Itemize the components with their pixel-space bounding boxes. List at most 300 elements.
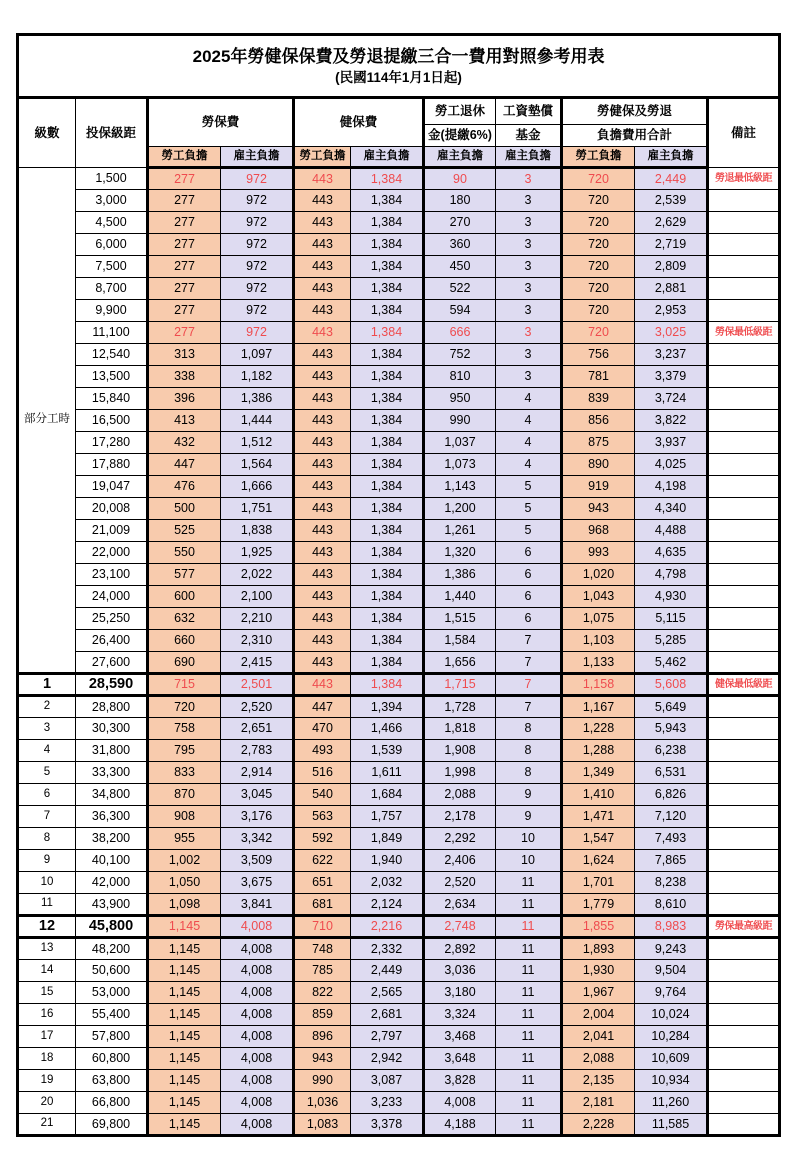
cell-health-employer: 1,384 bbox=[351, 190, 424, 212]
remark-cell: 勞退最低級距 bbox=[708, 168, 780, 190]
cell-total-employer: 4,198 bbox=[635, 476, 708, 498]
cell-labor-employee: 550 bbox=[148, 542, 221, 564]
cell-health-employer: 1,384 bbox=[351, 322, 424, 344]
remark-cell bbox=[708, 520, 780, 542]
table-row bbox=[18, 740, 780, 762]
table-row bbox=[18, 806, 780, 828]
cell-health-employee: 443 bbox=[294, 608, 351, 630]
cell-total-employer: 2,953 bbox=[635, 300, 708, 322]
cell-health-employee: 681 bbox=[294, 894, 351, 916]
table-row bbox=[18, 718, 780, 740]
level-cell: 10 bbox=[18, 872, 76, 894]
cell-pension-employer: 3,324 bbox=[424, 1004, 496, 1026]
cell-health-employee: 443 bbox=[294, 652, 351, 674]
cell-total-employer: 5,285 bbox=[635, 630, 708, 652]
cell-labor-employee: 1,098 bbox=[148, 894, 221, 916]
cell-health-employee: 443 bbox=[294, 630, 351, 652]
cell-wage-fund-employer: 11 bbox=[496, 916, 562, 938]
cell-total-employee: 720 bbox=[562, 256, 635, 278]
cell-labor-employee: 277 bbox=[148, 278, 221, 300]
subheader-pension-employer: 雇主負擔 bbox=[424, 147, 496, 168]
cell-labor-employer: 2,914 bbox=[221, 762, 294, 784]
level-cell: 19 bbox=[18, 1070, 76, 1092]
bracket-cell: 38,200 bbox=[76, 828, 148, 850]
cell-labor-employer: 2,022 bbox=[221, 564, 294, 586]
remark-cell bbox=[708, 212, 780, 234]
fee-table bbox=[16, 33, 781, 1137]
table-row bbox=[18, 300, 780, 322]
cell-wage-fund-employer: 7 bbox=[496, 652, 562, 674]
cell-wage-fund-employer: 3 bbox=[496, 234, 562, 256]
cell-total-employer: 4,798 bbox=[635, 564, 708, 586]
table-row bbox=[18, 586, 780, 608]
remark-cell bbox=[708, 388, 780, 410]
cell-wage-fund-employer: 4 bbox=[496, 454, 562, 476]
header-bracket: 投保級距 bbox=[76, 98, 148, 168]
cell-total-employer: 5,462 bbox=[635, 652, 708, 674]
cell-health-employer: 1,684 bbox=[351, 784, 424, 806]
cell-total-employer: 6,531 bbox=[635, 762, 708, 784]
cell-pension-employer: 1,073 bbox=[424, 454, 496, 476]
cell-total-employee: 1,967 bbox=[562, 982, 635, 1004]
cell-total-employee: 1,167 bbox=[562, 696, 635, 718]
cell-health-employee: 710 bbox=[294, 916, 351, 938]
cell-pension-employer: 450 bbox=[424, 256, 496, 278]
cell-health-employer: 1,394 bbox=[351, 696, 424, 718]
cell-pension-employer: 3,468 bbox=[424, 1026, 496, 1048]
cell-health-employee: 443 bbox=[294, 300, 351, 322]
bracket-cell: 28,800 bbox=[76, 696, 148, 718]
bracket-cell: 7,500 bbox=[76, 256, 148, 278]
table-row bbox=[18, 278, 780, 300]
cell-total-employer: 10,284 bbox=[635, 1026, 708, 1048]
cell-labor-employee: 277 bbox=[148, 322, 221, 344]
cell-total-employer: 3,937 bbox=[635, 432, 708, 454]
remark-cell bbox=[708, 762, 780, 784]
cell-wage-fund-employer: 5 bbox=[496, 520, 562, 542]
bracket-cell: 30,300 bbox=[76, 718, 148, 740]
cell-health-employer: 1,384 bbox=[351, 454, 424, 476]
bracket-cell: 25,250 bbox=[76, 608, 148, 630]
cell-labor-employer: 1,925 bbox=[221, 542, 294, 564]
table-row bbox=[18, 520, 780, 542]
cell-total-employer: 10,934 bbox=[635, 1070, 708, 1092]
cell-labor-employer: 3,841 bbox=[221, 894, 294, 916]
cell-total-employee: 1,288 bbox=[562, 740, 635, 762]
cell-wage-fund-employer: 6 bbox=[496, 586, 562, 608]
cell-labor-employee: 833 bbox=[148, 762, 221, 784]
cell-total-employer: 6,826 bbox=[635, 784, 708, 806]
cell-labor-employer: 3,342 bbox=[221, 828, 294, 850]
table-row bbox=[18, 696, 780, 718]
bracket-cell: 50,600 bbox=[76, 960, 148, 982]
bracket-cell: 20,008 bbox=[76, 498, 148, 520]
cell-total-employee: 2,041 bbox=[562, 1026, 635, 1048]
cell-health-employer: 1,384 bbox=[351, 564, 424, 586]
bracket-cell: 42,000 bbox=[76, 872, 148, 894]
remark-cell bbox=[708, 300, 780, 322]
cell-labor-employer: 2,210 bbox=[221, 608, 294, 630]
cell-wage-fund-employer: 11 bbox=[496, 1026, 562, 1048]
remark-cell bbox=[708, 630, 780, 652]
cell-pension-employer: 1,715 bbox=[424, 674, 496, 696]
cell-labor-employee: 277 bbox=[148, 168, 221, 190]
cell-health-employer: 1,384 bbox=[351, 542, 424, 564]
cell-total-employee: 1,043 bbox=[562, 586, 635, 608]
cell-pension-employer: 1,143 bbox=[424, 476, 496, 498]
cell-health-employer: 2,216 bbox=[351, 916, 424, 938]
cell-labor-employer: 3,045 bbox=[221, 784, 294, 806]
cell-total-employer: 5,943 bbox=[635, 718, 708, 740]
cell-health-employer: 1,539 bbox=[351, 740, 424, 762]
cell-labor-employee: 632 bbox=[148, 608, 221, 630]
cell-total-employee: 720 bbox=[562, 168, 635, 190]
cell-total-employer: 4,635 bbox=[635, 542, 708, 564]
cell-pension-employer: 2,634 bbox=[424, 894, 496, 916]
table-row bbox=[18, 190, 780, 212]
cell-labor-employer: 1,751 bbox=[221, 498, 294, 520]
remark-cell bbox=[708, 256, 780, 278]
table-row bbox=[18, 1004, 780, 1026]
cell-pension-employer: 1,515 bbox=[424, 608, 496, 630]
cell-total-employee: 756 bbox=[562, 344, 635, 366]
remark-cell: 健保最低級距 bbox=[708, 674, 780, 696]
cell-total-employer: 2,719 bbox=[635, 234, 708, 256]
cell-health-employee: 443 bbox=[294, 190, 351, 212]
cell-pension-employer: 4,008 bbox=[424, 1092, 496, 1114]
remark-cell bbox=[708, 982, 780, 1004]
cell-labor-employee: 577 bbox=[148, 564, 221, 586]
cell-pension-employer: 1,440 bbox=[424, 586, 496, 608]
bracket-cell: 53,000 bbox=[76, 982, 148, 1004]
cell-wage-fund-employer: 3 bbox=[496, 344, 562, 366]
cell-health-employee: 443 bbox=[294, 520, 351, 542]
cell-total-employer: 2,809 bbox=[635, 256, 708, 278]
bracket-cell: 55,400 bbox=[76, 1004, 148, 1026]
header-total-line1: 勞健保及勞退 bbox=[562, 98, 708, 125]
table-row bbox=[18, 762, 780, 784]
cell-total-employer: 4,930 bbox=[635, 586, 708, 608]
cell-pension-employer: 3,180 bbox=[424, 982, 496, 1004]
bracket-cell: 36,300 bbox=[76, 806, 148, 828]
table-row bbox=[18, 212, 780, 234]
cell-total-employee: 1,410 bbox=[562, 784, 635, 806]
fee-table-body bbox=[18, 168, 780, 1136]
remark-cell bbox=[708, 652, 780, 674]
cell-total-employee: 1,930 bbox=[562, 960, 635, 982]
cell-health-employer: 1,384 bbox=[351, 674, 424, 696]
cell-labor-employer: 2,310 bbox=[221, 630, 294, 652]
cell-wage-fund-employer: 3 bbox=[496, 212, 562, 234]
bracket-cell: 23,100 bbox=[76, 564, 148, 586]
cell-health-employer: 2,332 bbox=[351, 938, 424, 960]
cell-labor-employee: 1,050 bbox=[148, 872, 221, 894]
table-row bbox=[18, 916, 780, 938]
cell-health-employer: 1,384 bbox=[351, 498, 424, 520]
cell-total-employer: 3,822 bbox=[635, 410, 708, 432]
table-row bbox=[18, 476, 780, 498]
cell-wage-fund-employer: 11 bbox=[496, 1092, 562, 1114]
bracket-cell: 40,100 bbox=[76, 850, 148, 872]
cell-labor-employer: 4,008 bbox=[221, 1114, 294, 1136]
cell-total-employer: 8,983 bbox=[635, 916, 708, 938]
remark-cell bbox=[708, 542, 780, 564]
cell-labor-employee: 715 bbox=[148, 674, 221, 696]
cell-health-employee: 748 bbox=[294, 938, 351, 960]
table-row bbox=[18, 784, 780, 806]
cell-health-employer: 2,565 bbox=[351, 982, 424, 1004]
level-cell: 2 bbox=[18, 696, 76, 718]
cell-wage-fund-employer: 3 bbox=[496, 278, 562, 300]
level-cell: 1 bbox=[18, 674, 76, 696]
cell-labor-employee: 600 bbox=[148, 586, 221, 608]
cell-health-employee: 785 bbox=[294, 960, 351, 982]
title-cell bbox=[18, 35, 780, 98]
bracket-cell: 3,000 bbox=[76, 190, 148, 212]
cell-labor-employee: 870 bbox=[148, 784, 221, 806]
cell-labor-employee: 476 bbox=[148, 476, 221, 498]
cell-labor-employee: 1,145 bbox=[148, 1004, 221, 1026]
cell-total-employee: 1,471 bbox=[562, 806, 635, 828]
cell-pension-employer: 90 bbox=[424, 168, 496, 190]
cell-wage-fund-employer: 6 bbox=[496, 608, 562, 630]
cell-labor-employer: 1,444 bbox=[221, 410, 294, 432]
bracket-cell: 8,700 bbox=[76, 278, 148, 300]
cell-labor-employer: 2,783 bbox=[221, 740, 294, 762]
remark-cell bbox=[708, 1070, 780, 1092]
cell-labor-employer: 972 bbox=[221, 300, 294, 322]
cell-wage-fund-employer: 11 bbox=[496, 1114, 562, 1136]
cell-health-employee: 1,036 bbox=[294, 1092, 351, 1114]
cell-wage-fund-employer: 3 bbox=[496, 256, 562, 278]
cell-health-employee: 443 bbox=[294, 498, 351, 520]
cell-labor-employee: 338 bbox=[148, 366, 221, 388]
cell-labor-employee: 660 bbox=[148, 630, 221, 652]
cell-total-employee: 875 bbox=[562, 432, 635, 454]
cell-health-employee: 443 bbox=[294, 388, 351, 410]
cell-wage-fund-employer: 4 bbox=[496, 388, 562, 410]
bracket-cell: 12,540 bbox=[76, 344, 148, 366]
cell-health-employee: 651 bbox=[294, 872, 351, 894]
level-cell: 14 bbox=[18, 960, 76, 982]
cell-pension-employer: 1,998 bbox=[424, 762, 496, 784]
cell-labor-employer: 1,564 bbox=[221, 454, 294, 476]
cell-labor-employer: 972 bbox=[221, 168, 294, 190]
cell-wage-fund-employer: 11 bbox=[496, 1070, 562, 1092]
cell-labor-employer: 2,415 bbox=[221, 652, 294, 674]
cell-labor-employee: 1,145 bbox=[148, 982, 221, 1004]
cell-wage-fund-employer: 6 bbox=[496, 564, 562, 586]
cell-labor-employer: 4,008 bbox=[221, 1070, 294, 1092]
remark-cell bbox=[708, 938, 780, 960]
level-cell: 16 bbox=[18, 1004, 76, 1026]
table-row bbox=[18, 1114, 780, 1136]
level-cell: 12 bbox=[18, 916, 76, 938]
cell-total-employer: 10,024 bbox=[635, 1004, 708, 1026]
cell-labor-employer: 972 bbox=[221, 234, 294, 256]
cell-total-employee: 1,547 bbox=[562, 828, 635, 850]
title-row bbox=[18, 35, 780, 98]
cell-wage-fund-employer: 7 bbox=[496, 696, 562, 718]
bracket-cell: 69,800 bbox=[76, 1114, 148, 1136]
cell-total-employee: 943 bbox=[562, 498, 635, 520]
cell-pension-employer: 2,292 bbox=[424, 828, 496, 850]
table-row bbox=[18, 388, 780, 410]
cell-health-employer: 1,384 bbox=[351, 476, 424, 498]
level-cell: 9 bbox=[18, 850, 76, 872]
remark-cell bbox=[708, 1026, 780, 1048]
cell-wage-fund-employer: 10 bbox=[496, 850, 562, 872]
cell-total-employer: 5,115 bbox=[635, 608, 708, 630]
table-row bbox=[18, 410, 780, 432]
cell-total-employer: 11,260 bbox=[635, 1092, 708, 1114]
cell-health-employer: 2,124 bbox=[351, 894, 424, 916]
remark-cell bbox=[708, 718, 780, 740]
cell-health-employer: 3,233 bbox=[351, 1092, 424, 1114]
remark-cell bbox=[708, 190, 780, 212]
cell-health-employer: 1,384 bbox=[351, 300, 424, 322]
cell-wage-fund-employer: 6 bbox=[496, 542, 562, 564]
cell-wage-fund-employer: 11 bbox=[496, 938, 562, 960]
subheader-labor-employee: 勞工負擔 bbox=[148, 147, 221, 168]
header-pension-line1: 勞工退休 bbox=[424, 98, 496, 125]
cell-labor-employer: 4,008 bbox=[221, 982, 294, 1004]
cell-wage-fund-employer: 5 bbox=[496, 476, 562, 498]
page-subtitle: (民國114年1月1日起) bbox=[335, 69, 462, 85]
bracket-cell: 17,280 bbox=[76, 432, 148, 454]
cell-labor-employee: 758 bbox=[148, 718, 221, 740]
cell-health-employee: 470 bbox=[294, 718, 351, 740]
bracket-cell: 16,500 bbox=[76, 410, 148, 432]
cell-total-employer: 2,629 bbox=[635, 212, 708, 234]
cell-pension-employer: 810 bbox=[424, 366, 496, 388]
remark-cell bbox=[708, 1114, 780, 1136]
remark-cell bbox=[708, 366, 780, 388]
cell-health-employer: 1,384 bbox=[351, 608, 424, 630]
bracket-cell: 48,200 bbox=[76, 938, 148, 960]
bracket-cell: 21,009 bbox=[76, 520, 148, 542]
cell-wage-fund-employer: 10 bbox=[496, 828, 562, 850]
cell-health-employer: 1,384 bbox=[351, 388, 424, 410]
cell-labor-employer: 3,176 bbox=[221, 806, 294, 828]
cell-pension-employer: 2,892 bbox=[424, 938, 496, 960]
table-row bbox=[18, 608, 780, 630]
header-pension-line2: 金(提繳6%) bbox=[424, 125, 496, 147]
remark-cell bbox=[708, 1048, 780, 1070]
remark-cell bbox=[708, 498, 780, 520]
remark-cell bbox=[708, 960, 780, 982]
cell-health-employer: 2,681 bbox=[351, 1004, 424, 1026]
cell-total-employer: 5,649 bbox=[635, 696, 708, 718]
cell-total-employee: 781 bbox=[562, 366, 635, 388]
cell-labor-employer: 1,097 bbox=[221, 344, 294, 366]
cell-total-employee: 720 bbox=[562, 212, 635, 234]
cell-labor-employee: 447 bbox=[148, 454, 221, 476]
remark-cell bbox=[708, 894, 780, 916]
cell-health-employee: 822 bbox=[294, 982, 351, 1004]
cell-total-employer: 4,025 bbox=[635, 454, 708, 476]
cell-health-employee: 443 bbox=[294, 234, 351, 256]
cell-health-employee: 443 bbox=[294, 278, 351, 300]
cell-labor-employee: 277 bbox=[148, 212, 221, 234]
cell-pension-employer: 1,584 bbox=[424, 630, 496, 652]
cell-pension-employer: 4,188 bbox=[424, 1114, 496, 1136]
cell-labor-employee: 1,145 bbox=[148, 960, 221, 982]
cell-total-employee: 2,135 bbox=[562, 1070, 635, 1092]
cell-labor-employee: 795 bbox=[148, 740, 221, 762]
cell-wage-fund-employer: 3 bbox=[496, 322, 562, 344]
cell-total-employee: 2,088 bbox=[562, 1048, 635, 1070]
cell-total-employer: 3,025 bbox=[635, 322, 708, 344]
cell-pension-employer: 594 bbox=[424, 300, 496, 322]
cell-health-employer: 2,449 bbox=[351, 960, 424, 982]
header-total-line2: 負擔費用合計 bbox=[562, 125, 708, 147]
cell-health-employer: 1,384 bbox=[351, 168, 424, 190]
cell-wage-fund-employer: 8 bbox=[496, 718, 562, 740]
cell-health-employee: 990 bbox=[294, 1070, 351, 1092]
cell-total-employee: 1,133 bbox=[562, 652, 635, 674]
cell-health-employer: 1,384 bbox=[351, 234, 424, 256]
cell-health-employee: 447 bbox=[294, 696, 351, 718]
level-cell: 17 bbox=[18, 1026, 76, 1048]
table-row bbox=[18, 432, 780, 454]
remark-cell: 勞保最低級距 bbox=[708, 322, 780, 344]
cell-labor-employer: 2,520 bbox=[221, 696, 294, 718]
cell-total-employee: 1,020 bbox=[562, 564, 635, 586]
level-cell: 15 bbox=[18, 982, 76, 1004]
cell-pension-employer: 1,908 bbox=[424, 740, 496, 762]
remark-cell bbox=[708, 234, 780, 256]
cell-wage-fund-employer: 9 bbox=[496, 806, 562, 828]
cell-wage-fund-employer: 11 bbox=[496, 894, 562, 916]
cell-total-employer: 4,340 bbox=[635, 498, 708, 520]
cell-labor-employee: 500 bbox=[148, 498, 221, 520]
bracket-cell: 11,100 bbox=[76, 322, 148, 344]
table-row bbox=[18, 454, 780, 476]
cell-total-employee: 2,004 bbox=[562, 1004, 635, 1026]
cell-pension-employer: 3,828 bbox=[424, 1070, 496, 1092]
cell-health-employee: 443 bbox=[294, 344, 351, 366]
cell-labor-employee: 313 bbox=[148, 344, 221, 366]
page bbox=[0, 33, 791, 1153]
cell-total-employee: 856 bbox=[562, 410, 635, 432]
cell-labor-employer: 972 bbox=[221, 212, 294, 234]
cell-health-employee: 443 bbox=[294, 674, 351, 696]
cell-total-employer: 3,724 bbox=[635, 388, 708, 410]
cell-pension-employer: 2,520 bbox=[424, 872, 496, 894]
cell-wage-fund-employer: 5 bbox=[496, 498, 562, 520]
cell-total-employee: 2,181 bbox=[562, 1092, 635, 1114]
cell-pension-employer: 1,818 bbox=[424, 718, 496, 740]
cell-total-employer: 7,493 bbox=[635, 828, 708, 850]
cell-health-employer: 1,384 bbox=[351, 410, 424, 432]
cell-labor-employee: 1,145 bbox=[148, 1092, 221, 1114]
subheader-health-employee: 勞工負擔 bbox=[294, 147, 351, 168]
cell-total-employee: 919 bbox=[562, 476, 635, 498]
cell-labor-employer: 972 bbox=[221, 278, 294, 300]
cell-labor-employer: 3,675 bbox=[221, 872, 294, 894]
cell-labor-employee: 525 bbox=[148, 520, 221, 542]
level-cell: 4 bbox=[18, 740, 76, 762]
cell-health-employer: 1,384 bbox=[351, 432, 424, 454]
cell-labor-employer: 2,651 bbox=[221, 718, 294, 740]
cell-health-employee: 516 bbox=[294, 762, 351, 784]
cell-total-employee: 1,893 bbox=[562, 938, 635, 960]
cell-wage-fund-employer: 11 bbox=[496, 872, 562, 894]
cell-labor-employer: 4,008 bbox=[221, 960, 294, 982]
cell-health-employee: 443 bbox=[294, 432, 351, 454]
cell-pension-employer: 666 bbox=[424, 322, 496, 344]
